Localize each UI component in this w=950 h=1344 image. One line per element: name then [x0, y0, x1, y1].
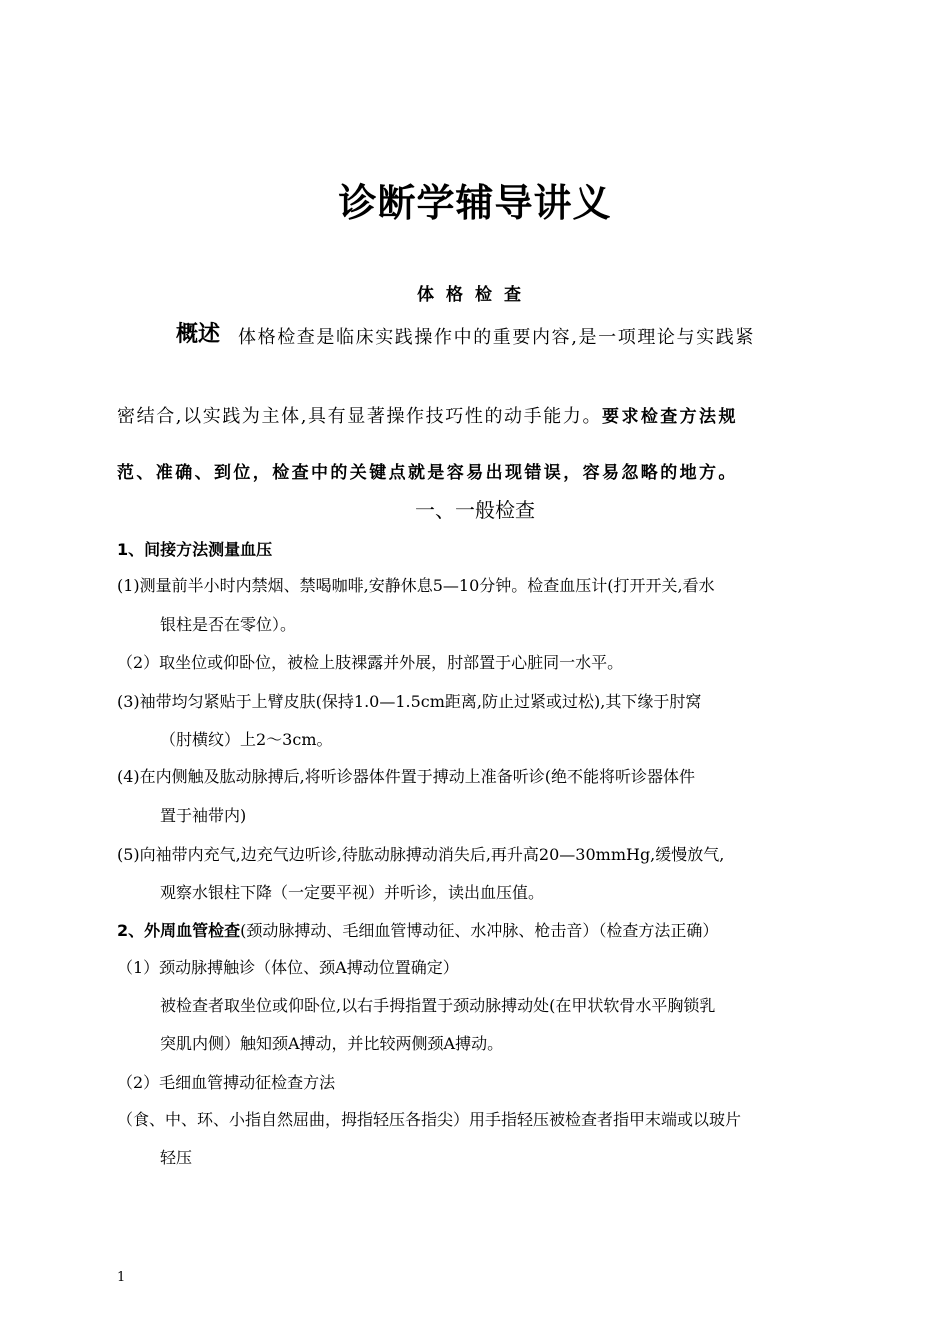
item1-step3-line2: （肘横纹）上2～3cm。 — [160, 730, 333, 749]
item1-step1-line1: (1)测量前半小时内禁烟、禁喝咖啡,安静休息5—10分钟。检查血压计(打开开关,看水 — [117, 576, 715, 595]
item2-sub1-heading: （1）颈动脉搏触诊（体位、颈A搏动位置确定） — [117, 958, 459, 977]
item1-step4-line2: 置于袖带内) — [160, 806, 247, 825]
overview-line-2 — [117, 402, 738, 428]
item2-sub2-line1: （食、中、环、小指自然屈曲，拇指轻压各指尖）用手指轻压被检查者指甲末端或以玻片 — [117, 1110, 742, 1129]
item1-step1-line2: 银柱是否在零位）。 — [160, 615, 297, 634]
chapter-subtitle: 体格检查 — [417, 285, 533, 305]
document-title: 诊断学辅导讲义 — [338, 181, 612, 225]
item1-step5-line2: 观察水银柱下降（一定要平视）并听诊，读出血压值。 — [160, 883, 545, 902]
item2-sub1-line1: 被检查者取坐位或仰卧位,以右手拇指置于颈动脉搏动处(在甲状软骨水平胸锁乳 — [160, 996, 716, 1015]
item1-step5-line1: (5)向袖带内充气,边充气边听诊,待肱动脉搏动消失后,再升高20—30mmHg,缓慢放气, — [117, 845, 725, 864]
item2-heading-bold: 2、外周血管检查 — [117, 921, 241, 940]
item1-step2: （2）取坐位或仰卧位，被检上肢裸露并外展，肘部置于心脏同一水平。 — [117, 653, 624, 672]
overview-label: 概述 — [176, 322, 221, 347]
overview-line-1: 体格检查是临床实践操作中的重要内容,是一项理论与实践紧 — [238, 327, 755, 348]
item1-step3-line1: (3)袖带均匀紧贴于上臂皮肤(保持1.0—1.5cm距离,防止过紧或过松),其下缘于肘窝 — [117, 692, 702, 711]
item2-sub2-line2: 轻压 — [160, 1148, 193, 1167]
item2-sub2-heading: （2）毛细血管搏动征检查方法 — [117, 1073, 336, 1092]
item1-heading: 1、间接方法测量血压 — [117, 540, 273, 559]
overview-line-2-emphasis: 要求检查方法规 — [602, 407, 738, 427]
overview-line-2-text: 密结合,以实践为主体,具有显著操作技巧性的动手能力。 — [117, 406, 603, 427]
item1-step4-line1: (4)在内侧触及肱动脉搏后,将听诊器体件置于搏动上准备听诊(绝不能将听诊器体件 — [117, 767, 695, 786]
item2-heading-detail: (颈动脉搏动、毛细血管博动征、水冲脉、枪击音）（检查方法正确） — [240, 921, 719, 940]
overview-line-3: 范、准确、到位，检查中的关键点就是容易出现错误，容易忽略的地方。 — [117, 463, 738, 483]
item2-sub1-line2: 突肌内侧）触知颈A搏动，并比较两侧颈A搏动。 — [160, 1034, 504, 1053]
item2-heading — [117, 918, 718, 941]
section-heading-general-exam: 一、一般检查 — [415, 498, 535, 522]
page-number: 1 — [117, 1270, 126, 1285]
